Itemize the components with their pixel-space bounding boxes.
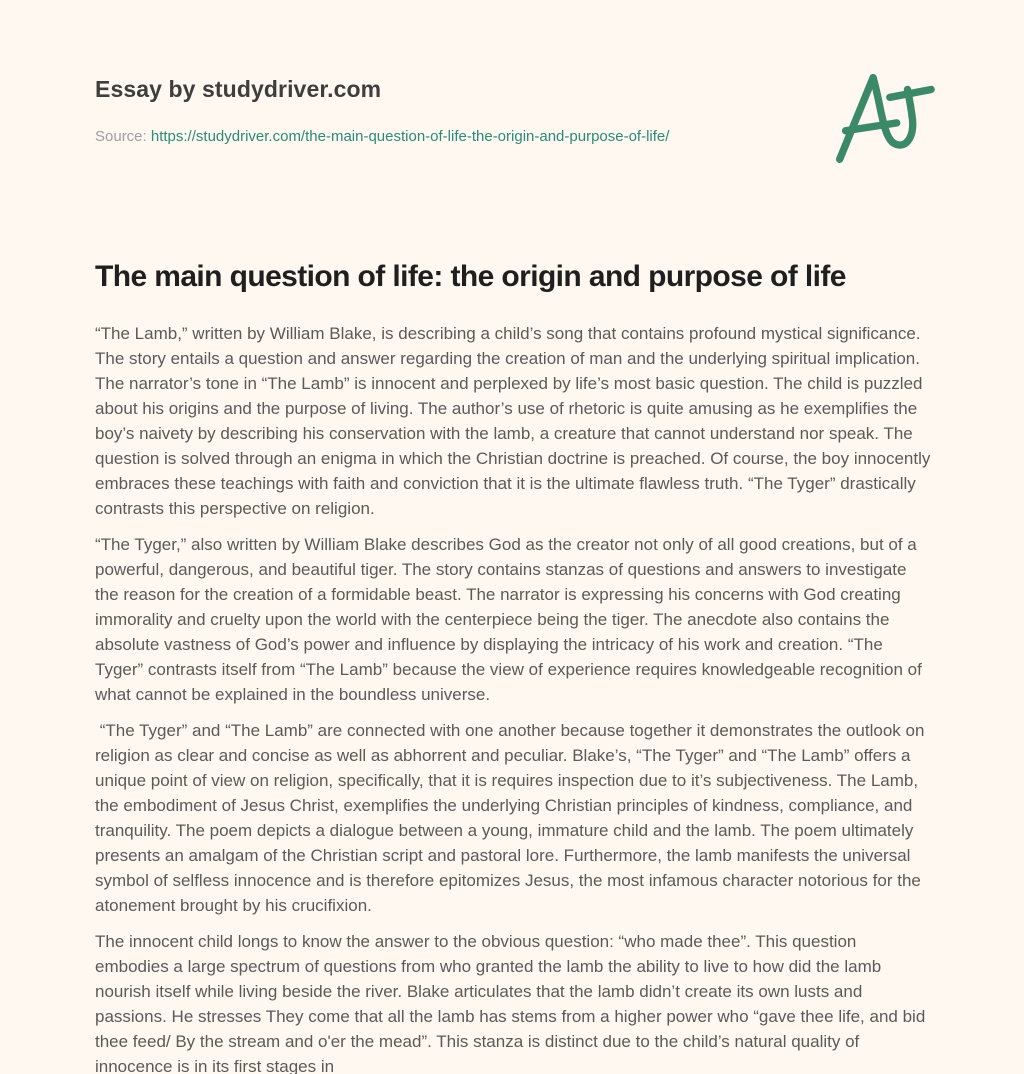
article-paragraph-3: “The Tyger” and “The Lamb” are connected with one another because together it demonstrates the outlook on religion as clear and concise as well as abhorrent and peculiar. Blake’s, “The Tyger” and “The Lamb” offers a unique point of view on religion, specifically, that it is requires inspection due to it’s subjectiveness. The Lamb, the embodiment of Jesus Christ, exemplifies the underlying Christian principles of kindness, compliance, and tranquility. The poem depicts a dialogue between a young, immature child and the lamb. The poem ultimately presents an amalgam of the Christian script and pastoral lore. Furthermore, the lamb manifests the universal symbol of selfless innocence and is therefore epitomizes Jesus, the most infamous character notorious for the atonement brought by his crucifixion.	[95, 721, 930, 915]
source-url-link[interactable]: https://studydriver.com/the-main-question-of-life-the-origin-and-purpose-of-life/	[150, 128, 670, 145]
a-plus-logo-icon	[820, 66, 938, 168]
article-body	[95, 321, 936, 1074]
article-title: The main question of life: the origin and purpose of life	[95, 260, 846, 293]
page-title: Essay by studydriver.com	[95, 76, 382, 102]
article-paragraph-1: “The Lamb,” written by William Blake, is describing a child’s song that contains profound mystical significance. The story entails a question and answer regarding the creation of man and the underlying spiritual implication. The narrator’s tone in “The Lamb” is innocent and perplexed by life’s most basic question. The child is puzzled about his origins and the purpose of living. The author’s use of rhetoric is quite amusing as he exemplifies the boy’s naivety by describing his conservation with the lamb, a creature that cannot understand nor speak. The question is solved through an enigma in which the Christian doctrine is preached. Of course, the boy innocently embraces these teachings with faith and conviction that it is the ultimate flawless truth. “The Tyger” drastically contrasts this perspective on religion.	[95, 324, 936, 518]
article-paragraph-2: “The Tyger,” also written by William Blake describes God as the creator not only of all good creations, but of a powerful, dangerous, and beautiful tiger. The story contains stanzas of questions and answers to investigate the reason for the creation of a formidable beast. The narrator is expressing his concerns with God creating immorality and cruelty upon the world with the centerpiece being the tiger. The anecdote also contains the absolute vastness of God’s power and influence by displaying the intricacy of his work and creation. “The Tyger” contrasts itself from “The Lamb” because the view of experience requires knowledgeable recognition of what cannot be explained in the boundless universe.	[95, 535, 927, 704]
source-label: Source:	[95, 128, 147, 145]
article-paragraph-4: The innocent child longs to know the answer to the obvious question: “who made thee”. This question embodies a large spectrum of questions from who granted the lamb the ability to live to how did the lamb nourish itself while living beside the river. Blake articulates that the lamb didn’t create its own lusts and passions. He stresses They come that all the lamb has stems from a higher power who “gave thee life, and bid thee feed/ By the stream and o'er the mead”. This stanza is distinct due to the child’s natural quality of innocence is in its first stages in	[95, 932, 931, 1074]
source-line	[95, 127, 932, 147]
